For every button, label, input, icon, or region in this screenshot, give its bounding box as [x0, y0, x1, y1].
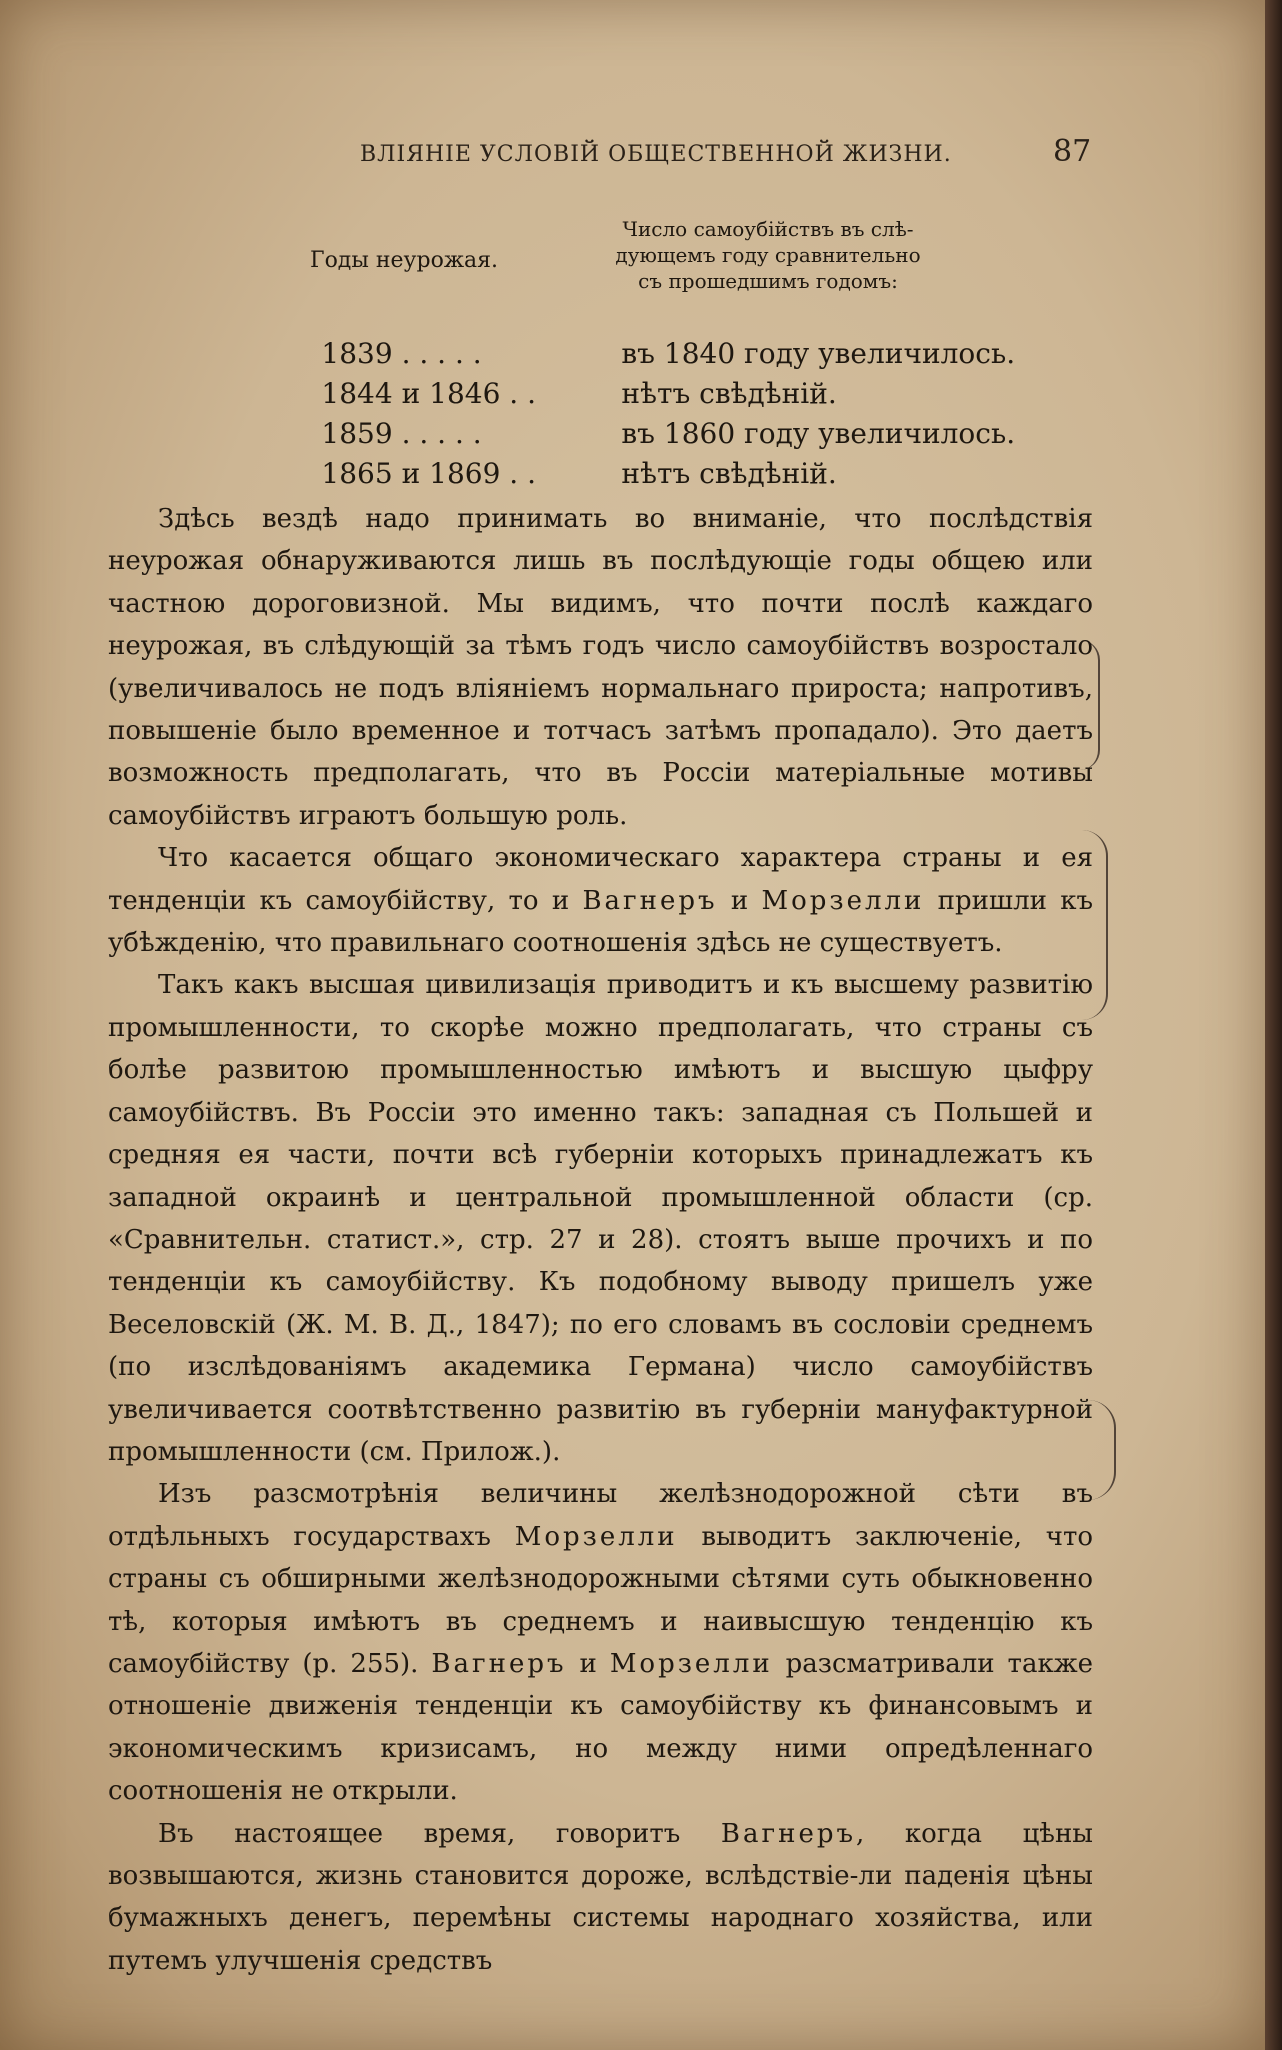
author-name: Вагнеръ	[431, 1648, 567, 1679]
table-col2-header: Число самоубійствъ въ слѣ- дующемъ году сравнительно съ прошедшимъ годомъ:	[615, 217, 921, 293]
table-result: въ 1860 году увеличилось.	[621, 417, 1016, 450]
paragraph-2: Что касается общаго экономическаго характера страны и ея тенденціи къ самоубійству, то и Вагнеръ и Морзелли пришли къ убѣжденію, что правильнаго соотношенія здѣсь не существуетъ.	[108, 843, 1093, 959]
author-name: Морзелли	[761, 885, 925, 916]
paragraph-3: Такъ какъ высшая цивилизація приводитъ и къ высшему развитію промышленности, то скорѣе можно предполагать, что страны съ болѣе развитою промышленностью имѣютъ и высшую цыфру самоубійствъ. Въ Россіи это именно такъ: западная съ Польшей и средняя ея части, почти всѣ губерніи которыхъ принадлежатъ къ западной окраинѣ и центральной промышленной области (ср. «Сравнительн. статист.», стр. 27 и 28). стоятъ выше прочихъ и по тенденціи къ самоубійству. Къ подобному выводу пришелъ уже Веселовскій (Ж. М. В. Д., 1847); по его словамъ въ сословіи среднемъ (по изслѣдованіямъ академика Германа) число самоубійствъ увеличивается соотвѣтственно развитію въ губерніи мануфактурной промышленности (см. Прилож.).	[108, 970, 1093, 1467]
table-col1-header: Годы неурожая.	[310, 248, 499, 273]
running-title: ВЛІЯНІЕ УСЛОВІЙ ОБЩЕСТВЕННОЙ ЖИЗНИ.	[360, 142, 952, 167]
author-name: Вагнеръ	[582, 885, 718, 916]
table-years: 1839 . . . . .	[321, 337, 482, 370]
page-number: 87	[1053, 134, 1092, 169]
table-years: 1844 и 1846 . .	[321, 377, 536, 410]
paragraph-1: Здѣсь вездѣ надо принимать во вниманіе, что послѣдствія неурожая обнаруживаются лишь въ послѣдующіе годы общею или частною дороговизной. Мы видимъ, что почти послѣ каждаго неурожая, въ слѣдующій за тѣмъ годъ число самоубійствъ возростало (увеличивалось не подъ вліяніемъ нормальнаго прироста; напротивъ, повышеніе было временное и тотчасъ затѣмъ пропадало). Это даетъ возможность предполагать, что въ Россіи матеріальные мотивы самоубійствъ играютъ большую роль.	[108, 504, 1093, 831]
pencil-mark	[1082, 830, 1108, 1020]
book-spine	[1265, 0, 1282, 2050]
table-result: нѣтъ свѣдѣній.	[621, 377, 837, 410]
pencil-mark	[1088, 1400, 1116, 1500]
table-years: 1859 . . . . .	[321, 417, 482, 450]
paragraph-4: Изъ разсмотрѣнія величины желѣзнодорожной сѣти въ отдѣльныхъ государствахъ Морзелли выводитъ заключеніе, что страны съ обширными желѣзнодорожными сѣтями суть обыкновенно тѣ, которыя имѣютъ въ среднемъ и наивысшую тенденцію къ самоубійству (p. 255). Вагнеръ и Морзелли разсматривали также отношеніе движенія тенденціи къ самоубійству къ финансовымъ и экономическимъ кризисамъ, но между ними опредѣленнаго соотношенія не открыли.	[108, 1479, 1093, 1807]
body-text	[108, 498, 1093, 1982]
author-name: Морзелли	[514, 1521, 678, 1552]
table-years: 1865 и 1869 . .	[321, 457, 536, 490]
author-name: Морзелли	[609, 1648, 773, 1679]
pencil-mark	[1080, 640, 1100, 770]
table-result: нѣтъ свѣдѣній.	[621, 457, 837, 490]
table-result: въ 1840 году увеличилось.	[621, 337, 1016, 370]
paragraph-5: Въ настоящее время, говоритъ Вагнеръ, когда цѣны возвышаются, жизнь становится дороже, вслѣдствіе-ли паденія цѣны бумажныхъ денегъ, перемѣны системы народнаго хозяйства, или путемъ улучшенія средствъ	[108, 1818, 1093, 1976]
author-name: Вагнеръ	[720, 1818, 857, 1849]
